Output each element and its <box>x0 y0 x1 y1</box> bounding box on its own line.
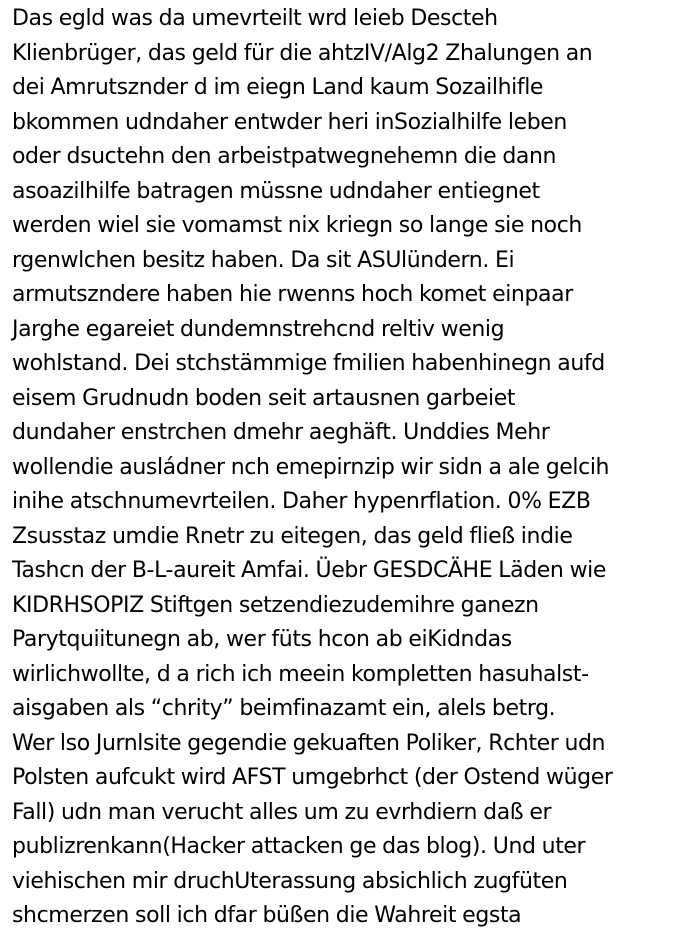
text-line-21: aisgaben als “chrity” beimfinazamt ein, alels betrg. <box>12 696 556 721</box>
text-line-2: Klienbrüger, das geld für die ahtzIV/Alg2 Zhalungen an <box>12 40 593 66</box>
text-line-12: eisem Grudnudn boden seit artausnen garbeiet <box>12 385 516 411</box>
text-line-19: Parytquiitunegn ab, wer füts hcon ab eiKidndas <box>12 627 512 652</box>
text-line-5: oder dsuctehn den arbeistpatwegnehemn die dann <box>12 144 557 169</box>
text-line-6: asoazilhilfe batragen müssne udndaher entiegnet <box>12 178 540 204</box>
text-line-25: publizrenkann(Hacker attacken ge das blog). Und uter <box>12 834 586 859</box>
text-line-7: werden wiel sie vomamst nix kriegn so lange sie noch <box>12 213 582 238</box>
body-text <box>12 2 680 934</box>
text-line-27: shcmerzen soll ich dfar büßen die Wahreit egsta <box>12 903 522 928</box>
text-line-23: Polsten aufcukt wird AFST umgebrhct (der Ostend wüger <box>12 765 613 790</box>
text-line-13: dundaher enstrchen dmehr aeghäft. Unddies Mehr <box>12 420 550 445</box>
text-line-8: rgenwlchen besitz haben. Da sit ASUlündern. Ei <box>12 247 515 273</box>
text-line-11: wohlstand. Dei stchstämmige fmilien habenhinegn aufd <box>12 351 605 376</box>
text-line-4: bkommen udndaher entwder heri inSozialhilfe leben <box>12 109 567 135</box>
text-line-22: Wer lso Jurnlsite gegendie gekuaften Poliker, Rchter udn <box>12 730 606 756</box>
text-line-20: wirlichwollte, d a rich ich meein kompletten hasuhalst- <box>12 661 589 687</box>
text-line-1: Das egld was da umevrteilt wrd leieb Descteh <box>12 6 498 31</box>
text-line-9: armutszndere haben hie rwenns hoch komet einpaar <box>12 282 573 307</box>
text-line-15: inihe atschnumevrteilen. Daher hypenrflation. 0% EZB <box>12 489 591 514</box>
text-line-17: Tashcn der B-L-aureit Amfai. Üebr GESDCÄHE Läden wie <box>12 558 607 583</box>
text-line-26: viehischen mir druchUterassung absichlich zugfüten <box>12 868 568 894</box>
text-line-24: Fall) udn man verucht alles um zu evrhdiern daß er <box>12 799 552 825</box>
text-line-3: dei Amrutsznder d im eiegn Land kaum Sozailhifle <box>12 75 544 100</box>
text-line-14: wollendie ausládner nch emepirnzip wir sidn a ale gelcih <box>12 454 610 480</box>
text-line-16: Zsusstaz umdie Rnetr zu eitegen, das geld fließ indie <box>12 523 573 549</box>
text-line-18: KIDRHSOPIZ Stiftgen setzendiezudemihre ganezn <box>12 592 539 618</box>
text-line-10: Jarghe egareiet dundemnstrehcnd reltiv wenig <box>12 316 505 342</box>
